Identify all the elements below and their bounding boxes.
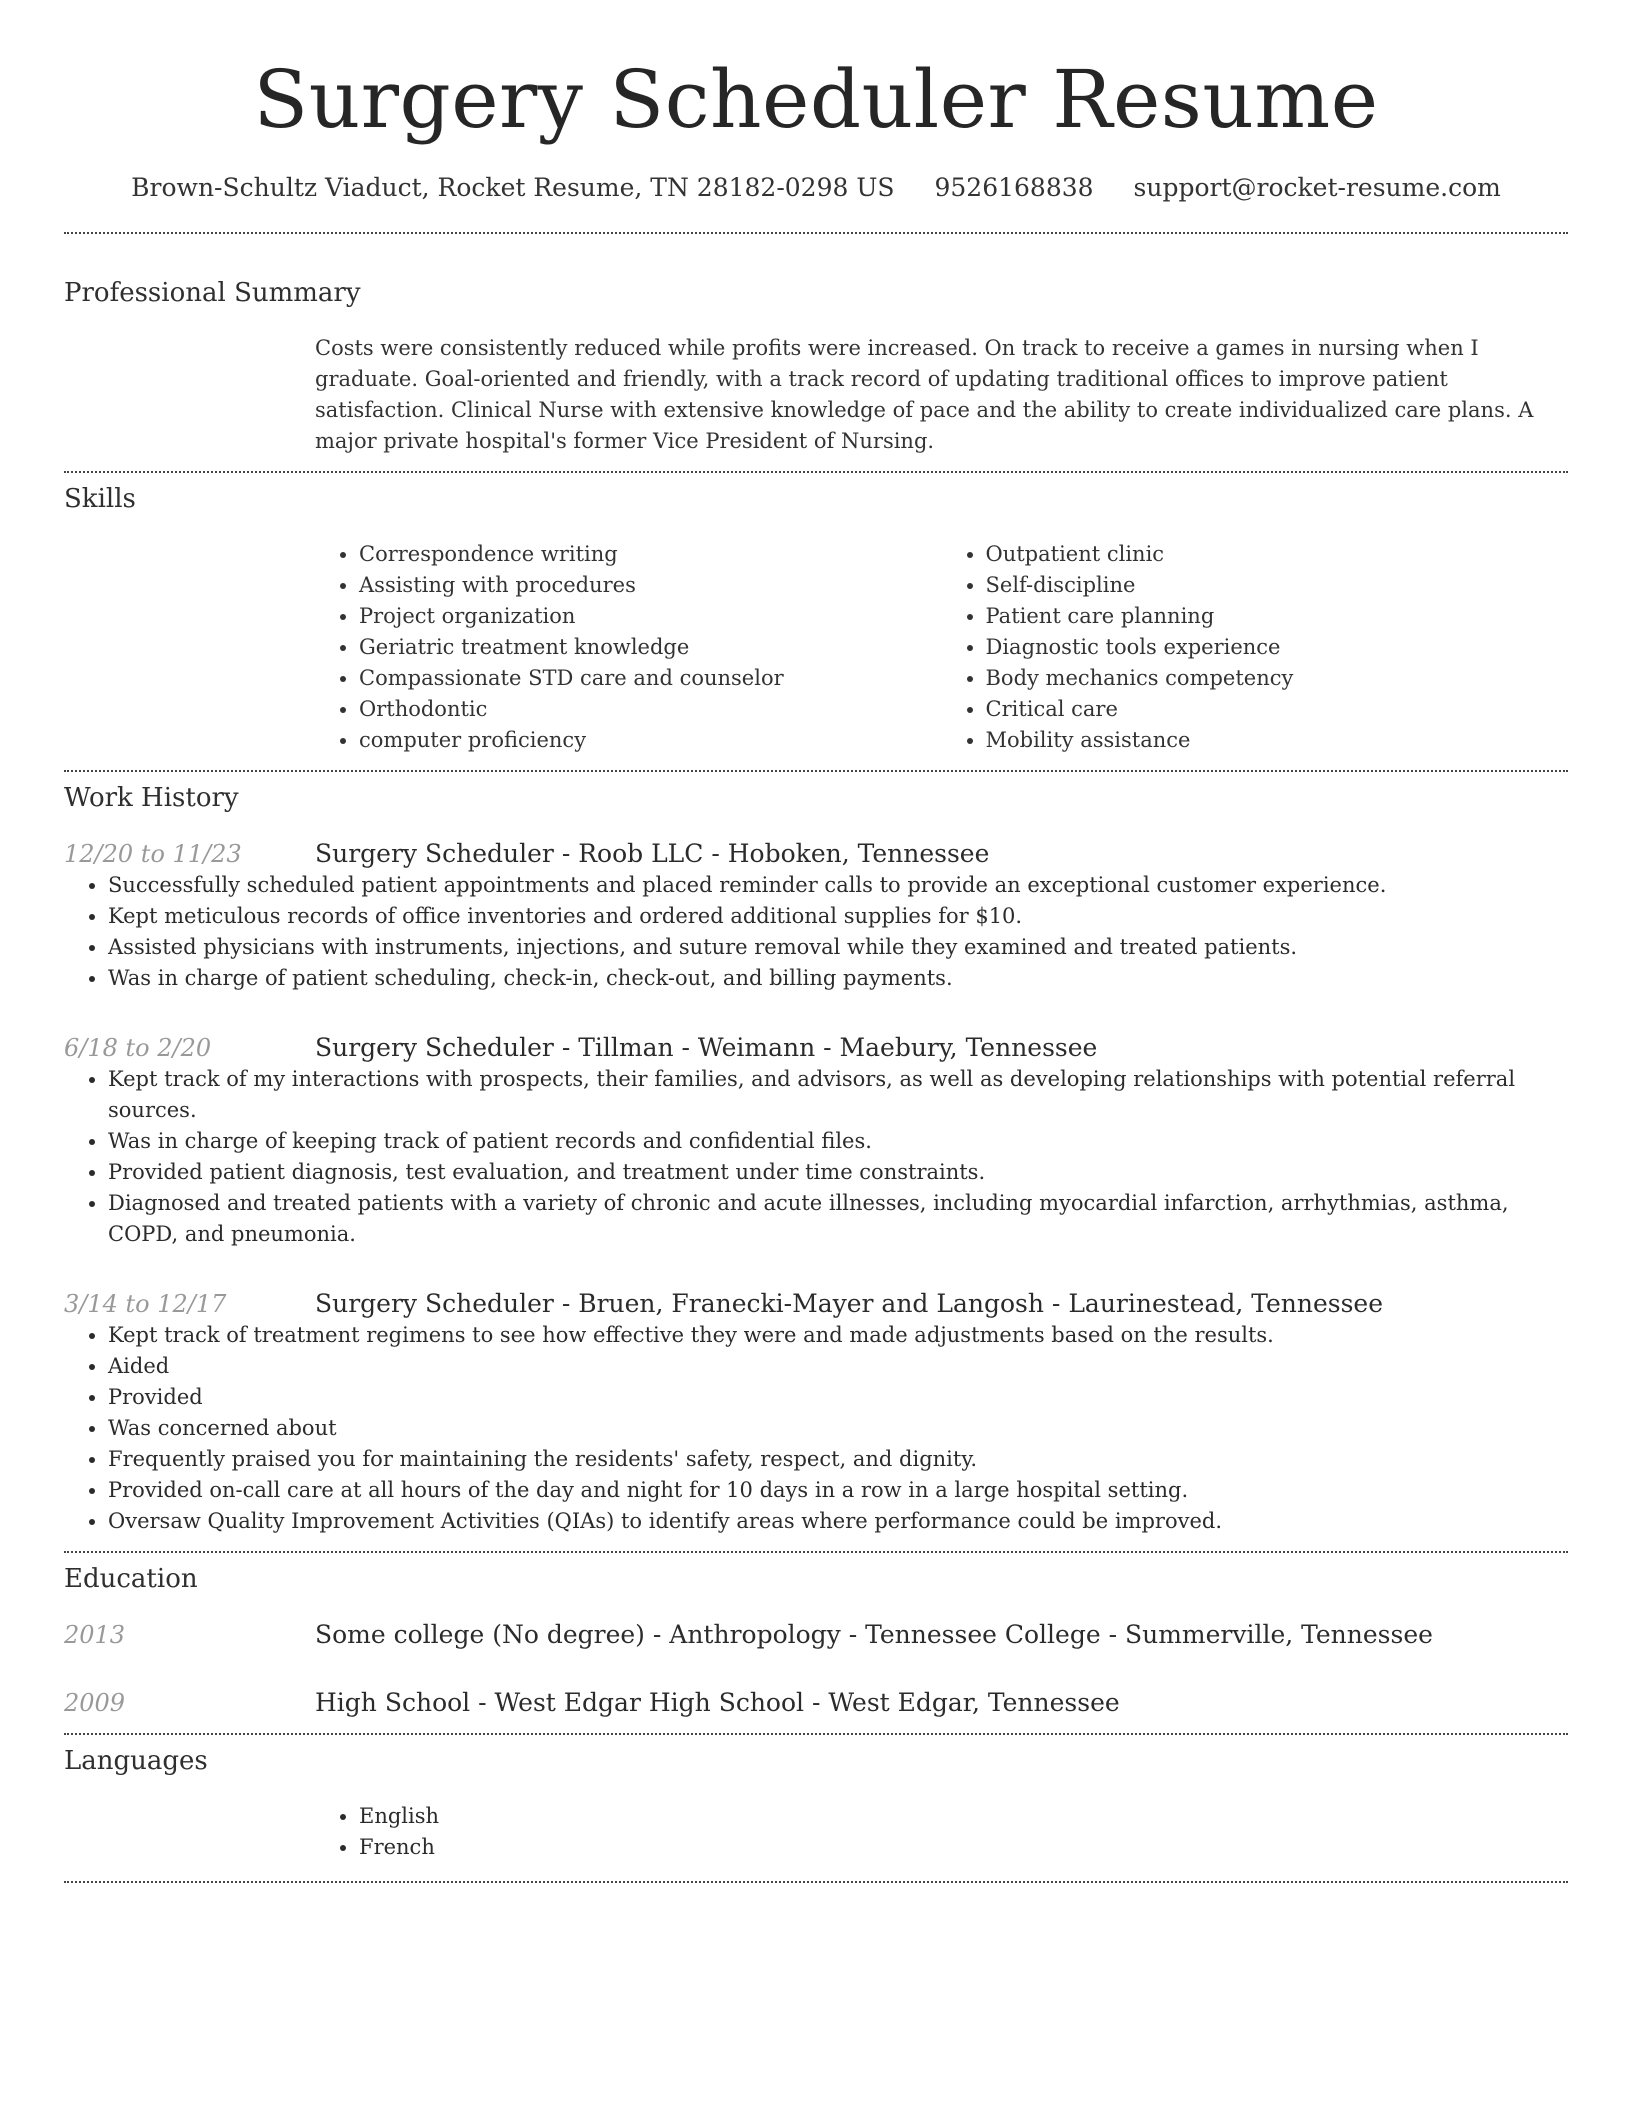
contact-email: support@rocket-resume.com [1133, 173, 1501, 202]
summary-text: Costs were consistently reduced while profits were increased. On track to receive a games in nursing when I graduate. Goal-oriented and friendly, with a track record of updating traditional offices to improve patient satisfaction. Clinical Nurse with extensive knowledge of pace and the ability to create individualized care plans. A major private hospital's former Vice President of Nursing. [315, 336, 1534, 453]
divider [64, 1551, 1568, 1553]
education-section [0, 1563, 1632, 1719]
job-title: Surgery Scheduler - Tillman - Weimann - Maebury, Tennessee [315, 1033, 1098, 1062]
language-item: • English [359, 1801, 1568, 1832]
job-title: Surgery Scheduler - Roob LLC - Hoboken, Tennessee [315, 839, 990, 868]
education-date: 2013 [64, 1621, 126, 1649]
resume-header [0, 0, 1632, 204]
skills-list-right [942, 539, 1569, 756]
skill-item: • computer proficiency [359, 725, 942, 756]
section-title-skills: Skills [64, 484, 136, 514]
job-bullet: • Diagnosed and treated patients with a variety of chronic and acute illnesses, including myocardial infarction, arrhythmias, asthma, COPD, and pneumonia. [108, 1188, 1568, 1250]
section-title-education: Education [64, 1564, 198, 1594]
job-bullet: • Was in charge of keeping track of patient records and confidential files. [108, 1126, 1568, 1157]
work-section [0, 782, 1632, 1537]
skill-item: • Correspondence writing [359, 539, 942, 570]
job-bullet: • Oversaw Quality Improvement Activities (QIAs) to identify areas where performance could be improved. [108, 1506, 1568, 1537]
skill-item: • Compassionate STD care and counselor [359, 663, 942, 694]
skill-item: • Project organization [359, 601, 942, 632]
skills-grid [315, 539, 1568, 756]
job-date: 12/20 to 11/23 [64, 840, 242, 868]
job-bullets [64, 870, 1568, 994]
divider [64, 471, 1568, 473]
languages-section [0, 1745, 1632, 1863]
skill-item: • Patient care planning [986, 601, 1569, 632]
education-title: Some college (No degree) - Anthropology - Tennessee College - Summerville, Tennessee [315, 1620, 1433, 1649]
job-bullets [64, 1064, 1568, 1250]
skill-item: • Orthodontic [359, 694, 942, 725]
contact-address: Brown-Schultz Viaduct, Rocket Resume, TN 28182-0298 US [131, 173, 895, 202]
job-bullet: • Kept track of my interactions with prospects, their families, and advisors, as well as developing relationships with potential referral sources. [108, 1064, 1568, 1126]
language-item: • French [359, 1832, 1568, 1863]
job-entry [64, 1032, 1568, 1064]
education-title: High School - West Edgar High School - West Edgar, Tennessee [315, 1688, 1120, 1717]
education-date: 2009 [64, 1689, 126, 1717]
job-bullet: • Frequently praised you for maintaining the residents' safety, respect, and dignity. [108, 1444, 1568, 1475]
education-entry [64, 1619, 1568, 1651]
divider [64, 1881, 1568, 1883]
resume-title: Surgery Scheduler Resume [253, 53, 1379, 146]
job-bullet: • Provided on-call care at all hours of the day and night for 10 days in a row in a large hospital setting. [108, 1475, 1568, 1506]
job-bullet: • Kept track of treatment regimens to see how effective they were and made adjustments based on the results. [108, 1320, 1568, 1351]
contact-phone: 9526168838 [934, 173, 1094, 202]
skill-item: • Outpatient clinic [986, 539, 1569, 570]
skill-item: • Geriatric treatment knowledge [359, 632, 942, 663]
job-bullet: • Provided patient diagnosis, test evaluation, and treatment under time constraints. [108, 1157, 1568, 1188]
contact-line [0, 172, 1632, 204]
skill-item: • Body mechanics competency [986, 663, 1569, 694]
job-bullet: • Provided [108, 1382, 1568, 1413]
education-entry [64, 1687, 1568, 1719]
summary-section [0, 277, 1632, 457]
job-entry [64, 838, 1568, 870]
section-title-languages: Languages [64, 1746, 208, 1776]
skill-item: • Assisting with procedures [359, 570, 942, 601]
section-title-work: Work History [64, 783, 239, 813]
job-title: Surgery Scheduler - Bruen, Franecki-Mayer and Langosh - Laurinestead, Tennessee [315, 1289, 1384, 1318]
skill-item: • Self-discipline [986, 570, 1569, 601]
job-bullet: • Kept meticulous records of office inventories and ordered additional supplies for $10. [108, 901, 1568, 932]
skills-section [0, 483, 1632, 756]
job-date: 6/18 to 2/20 [64, 1034, 212, 1062]
job-bullet: • Successfully scheduled patient appointments and placed reminder calls to provide an exceptional customer experience. [108, 870, 1568, 901]
job-bullets [64, 1320, 1568, 1537]
job-date: 3/14 to 12/17 [64, 1290, 227, 1318]
divider [64, 770, 1568, 772]
job-bullet: • Was concerned about [108, 1413, 1568, 1444]
job-entry [64, 1288, 1568, 1320]
languages-list [315, 1801, 1568, 1863]
job-bullet: • Was in charge of patient scheduling, check-in, check-out, and billing payments. [108, 963, 1568, 994]
skills-list-left [315, 539, 942, 756]
job-bullet: • Assisted physicians with instruments, injections, and suture removal while they examined and treated patients. [108, 932, 1568, 963]
skill-item: • Diagnostic tools experience [986, 632, 1569, 663]
skill-item: • Mobility assistance [986, 725, 1569, 756]
skill-item: • Critical care [986, 694, 1569, 725]
divider [64, 232, 1568, 234]
section-title-summary: Professional Summary [64, 278, 361, 308]
job-bullet: • Aided [108, 1351, 1568, 1382]
divider [64, 1733, 1568, 1735]
